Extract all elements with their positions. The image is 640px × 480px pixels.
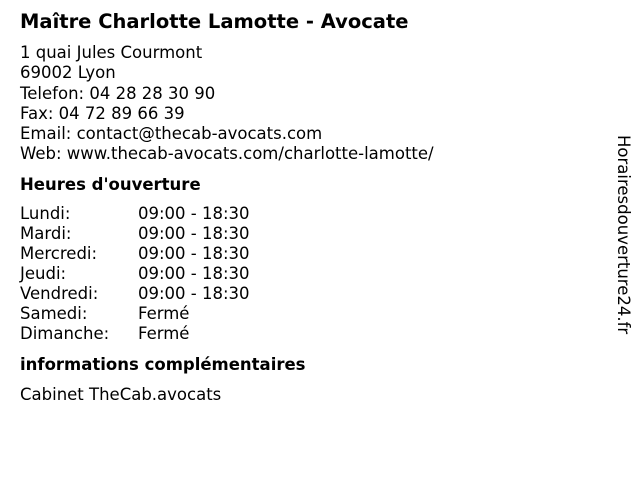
- city-postal: 69002 Lyon: [20, 63, 116, 83]
- hours-value: 09:00 - 18:30: [138, 203, 250, 223]
- hours-row-saturday: [20, 304, 600, 324]
- hours-value: Fermé: [138, 324, 190, 344]
- day-label: Mercredi:: [20, 243, 98, 263]
- street-address: 1 quai Jules Courmont: [20, 43, 203, 62]
- hours-row-monday: [20, 204, 600, 224]
- hours-row-tuesday: [20, 224, 600, 244]
- day-label: Mardi:: [20, 223, 72, 243]
- hours-value: 09:00 - 18:30: [138, 223, 250, 243]
- additional-info-text: Cabinet TheCab.avocats: [20, 385, 222, 405]
- hours-value: Fermé: [138, 304, 190, 324]
- hours-value: 09:00 - 18:30: [138, 264, 250, 284]
- hours-row-sunday: [20, 324, 600, 344]
- hours-row-thursday: [20, 264, 600, 284]
- business-card: [20, 10, 600, 406]
- opening-hours-heading: Heures d'ouverture: [20, 174, 201, 194]
- email-address: Email: contact@thecab-avocats.com: [20, 124, 323, 144]
- day-label: Jeudi:: [20, 264, 67, 284]
- website-url: Web: www.thecab-avocats.com/charlotte-lamotte/: [20, 144, 434, 164]
- opening-hours-list: [20, 204, 600, 345]
- contact-block: [20, 43, 600, 165]
- phone-number: Telefon: 04 28 28 30 90: [20, 83, 216, 103]
- site-watermark-label: Horairesdouverture24.fr: [614, 135, 633, 335]
- fax-number: Fax: 04 72 89 66 39: [20, 103, 185, 123]
- page-title: Maître Charlotte Lamotte - Avocate: [20, 10, 409, 33]
- day-label: Dimanche:: [20, 324, 110, 344]
- hours-value: 09:00 - 18:30: [138, 284, 250, 304]
- additional-info-heading: informations complémentaires: [20, 355, 306, 375]
- hours-row-friday: [20, 284, 600, 304]
- hours-value: 09:00 - 18:30: [138, 243, 250, 263]
- day-label: Lundi:: [20, 203, 71, 223]
- day-label: Vendredi:: [20, 284, 99, 304]
- day-label: Samedi:: [20, 304, 88, 324]
- hours-row-wednesday: [20, 244, 600, 264]
